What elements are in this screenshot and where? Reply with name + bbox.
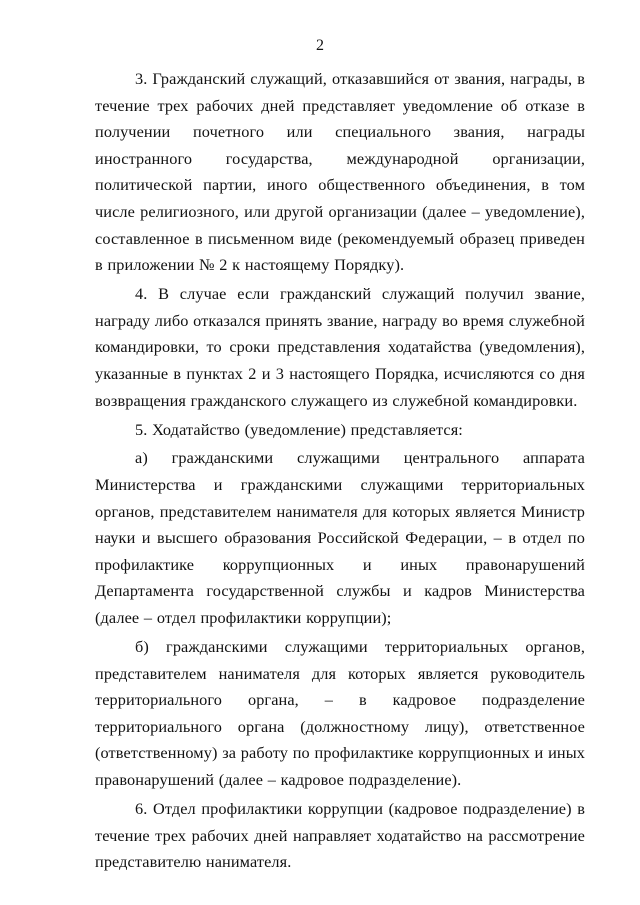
page-number: 2 xyxy=(316,37,324,54)
paragraph-5-heading: 5. Ходатайство (уведомление) представляется: xyxy=(135,419,463,439)
paragraph-3-notification: 3. Гражданский служащий, отказавшийся от звания, награды, в течение трех рабочих дней представляет уведомление об отказе в получении почетного или специального звания, награды иностранного государства, международной организации, политической партии, иного общественного объединения, в том числе религиозного, или другой организации (далее – уведомление), составленное в письменном виде (рекомендуемый образец приведен в приложении № 2 к настоящему Порядку). xyxy=(95,69,585,275)
paragraph-5a-central-office: а) гражданскими служащими центрального аппарата Министерства и гражданскими служащими территориальных органов, представителем нанимателя для которых является Министр науки и высшего образования Российской Федерации, – в отдел по профилактике коррупционных и иных правонарушений Департамента государственной службы и кадров Министерства (далее – отдел профилактики коррупции); xyxy=(95,448,585,628)
paragraph-5b-territorial-bodies: б) гражданскими служащими территориальных органов, представителем нанимателя для которых является руководитель территориального органа, – в кадровое подразделение территориального органа (должностному лицу), ответственное (ответственному) за работу по профилактике коррупционных и иных правонарушений (далее – кадровое подразделение). xyxy=(95,637,585,789)
document-body xyxy=(95,66,585,876)
paragraph-4-business-trip: 4. В случае если гражданский служащий получил звание, награду либо отказался принять звание, награду во время служебной командировки, то сроки представления ходатайства (уведомления), указанные в пунктах 2 и 3 настоящего Порядка, исчисляются со дня возвращения гражданского служащего из служебной командировки. xyxy=(95,284,585,410)
paragraph-6-forwarding: 6. Отдел профилактики коррупции (кадровое подразделение) в течение трех рабочих дней направляет ходатайство на рассмотрение представителю нанимателя. xyxy=(95,798,585,872)
